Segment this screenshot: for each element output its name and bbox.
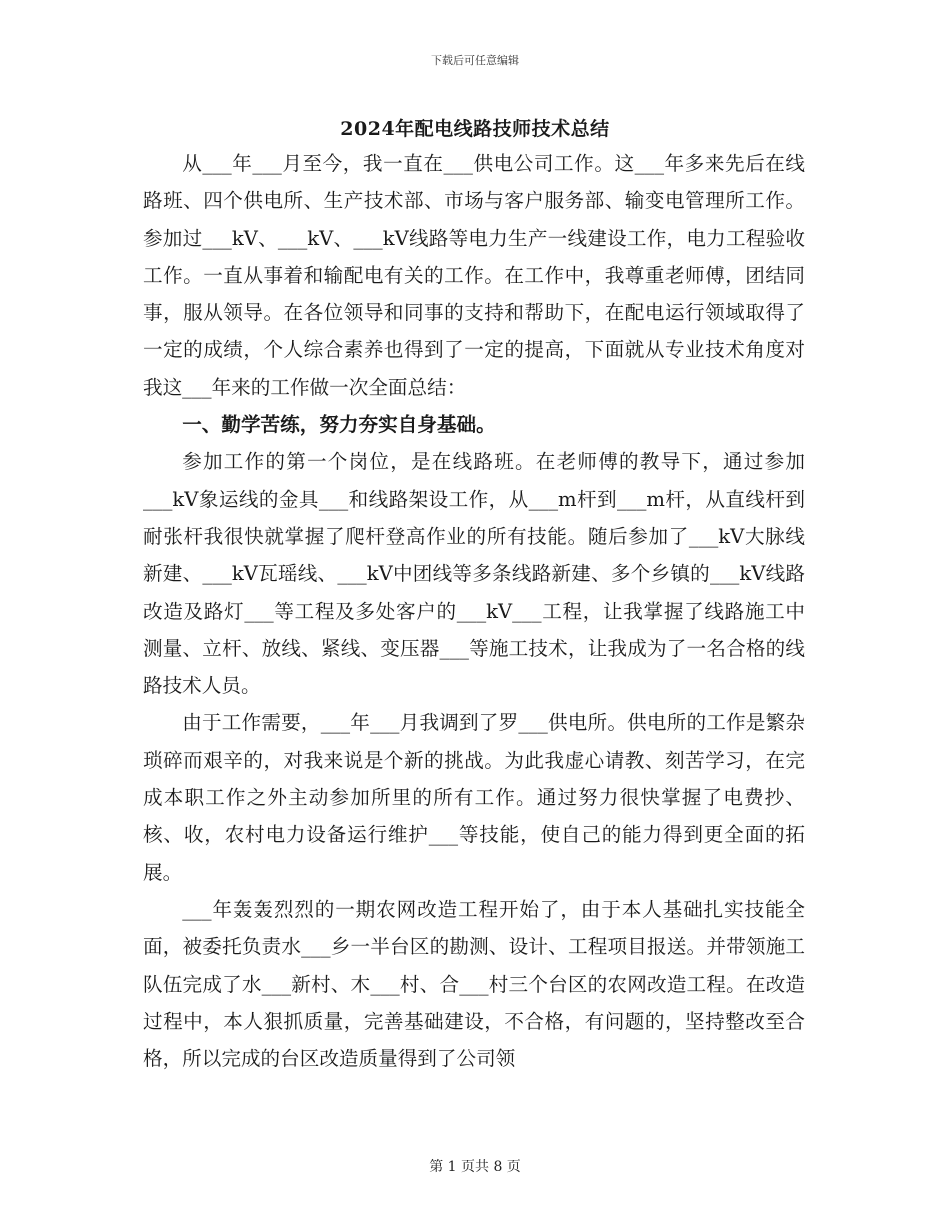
paragraph-line-team: 参加工作的第一个岗位，是在线路班。在老师傅的教导下，通过参加___kV象运线的金具___和线路架设工作，从___m杆到___m杆，从直线杆到耐张杆我很快就掌握了爬杆登高作业的所有技能。随后参加了___kV大脉线新建、___kV瓦瑶线、___kV中团线等多条线路新建、多个乡镇的___kV线路改造及路灯___等工程及多处客户的___kV___工程，让我掌握了线路施工中测量、立杆、放线、紧线、变压器___等施工技术，让我成为了一名合格的线路技术人员。 — [143, 450, 805, 698]
section-heading: 一、勤学苦练，努力夯实自身基础。 — [182, 413, 496, 437]
page-footer: 第 1 页共 8 页 — [429, 1159, 521, 1175]
paragraph-supply-station: 由于工作需要，___年___月我调到了罗___供电所。供电所的工作是繁杂琐碎而艰辛的，对我来说是个新的挑战。为此我虚心请教、刻苦学习，在完成本职工作之外主动参加所里的所有工作。通过努力很快掌握了电费抄、核、收，农村电力设备运行维护___等技能，使自己的能力得到更全面的拓展。 — [143, 711, 805, 884]
document-title: 2024年配电线路技师技术总结 — [340, 118, 610, 140]
paragraph-intro: 从___年___月至今，我一直在___供电公司工作。这___年多来先后在线路班、四个供电所、生产技术部、市场与客户服务部、输变电管理所工作。参加过___kV、___kV、___kV线路等电力生产一线建设工作，电力工程验收工作。一直从事着和输配电有关的工作。在工作中，我尊重老师傅，团结同事，服从领导。在各位领导和同事的支持和帮助下，在配电运行领域取得了一定的成绩，个人综合素养也得到了一定的提高，下面就从专业技术角度对我这___年来的工作做一次全面总结： — [143, 152, 805, 399]
paragraph-rural-grid: ___年轰轰烈烈的一期农网改造工程开始了，由于本人基础扎实技能全面，被委托负责水___乡一半台区的勘测、设计、工程项目报送。并带领施工队伍完成了水___新村、木___村、合___村三个台区的农网改造工程。在改造过程中，本人狠抓质量，完善基础建设，不合格，有问题的，坚持整改至合格，所以完成的台区改造质量得到了公司领 — [143, 897, 805, 1071]
header-note: 下载后可任意编辑 — [431, 54, 519, 67]
document-body — [143, 145, 805, 1077]
